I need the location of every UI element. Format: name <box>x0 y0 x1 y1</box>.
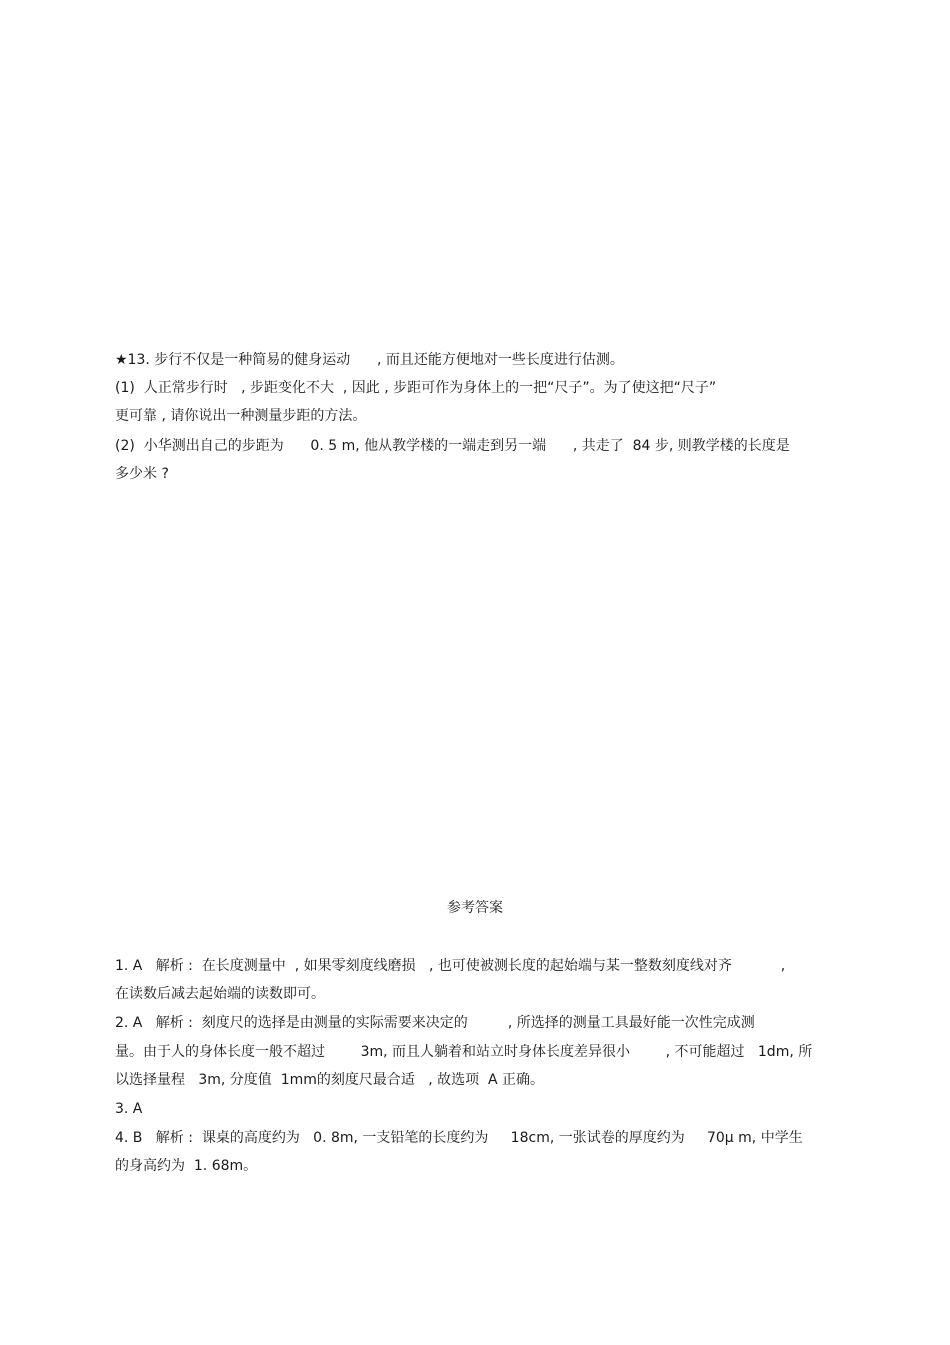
answer-line: 4. B 解析 : 课桌的高度约为 0. 8m, 一支铅笔的长度约为 18cm, 一张试卷的厚度约为 70μ m, 中学生 <box>115 1130 803 1146</box>
answer-line: 以选择量程 3m, 分度值 1mm的刻度尺最合适 , 故选项 A 正确。 <box>115 1072 545 1088</box>
question-13-part-2-line-2: 多少米 ? <box>115 466 169 482</box>
answer-line: 在读数后减去起始端的读数即可。 <box>115 986 325 1002</box>
question-13-part-2-line-1: (2) 小华测出自己的步距为 0. 5 m, 他从教学楼的一端走到另一端 , 共走了 84 步, 则教学楼的长度是 <box>115 438 790 454</box>
question-13-part-1-line-2: 更可靠 , 请你说出一种测量步距的方法。 <box>115 408 367 424</box>
answer-line: 1. A 解析 : 在长度测量中 , 如果零刻度线磨损 , 也可使被测长度的起始端与某一整数刻度线对齐 , <box>115 958 786 974</box>
answer-line: 2. A 解析 : 刻度尺的选择是由测量的实际需要来决定的 , 所选择的测量工具最好能一次性完成测 <box>115 1015 755 1031</box>
answer-line: 3. A <box>115 1101 143 1117</box>
question-13-part-1-line-1: (1) 人正常步行时 , 步距变化不大 , 因此 , 步距可作为身体上的一把“尺子”。为了使这把“尺子” <box>115 380 717 396</box>
answer-line: 的身高约为 1. 68m。 <box>115 1158 258 1174</box>
question-13-title: ★13. 步行不仅是一种简易的健身运动 , 而且还能方便地对一些长度进行估测。 <box>115 352 624 368</box>
answer-heading: 参考答案 <box>447 900 503 916</box>
answer-line: 量。由于人的身体长度一般不超过 3m, 而且人躺着和站立时身体长度差异很小 , 不可能超过 1dm, 所 <box>115 1044 813 1060</box>
